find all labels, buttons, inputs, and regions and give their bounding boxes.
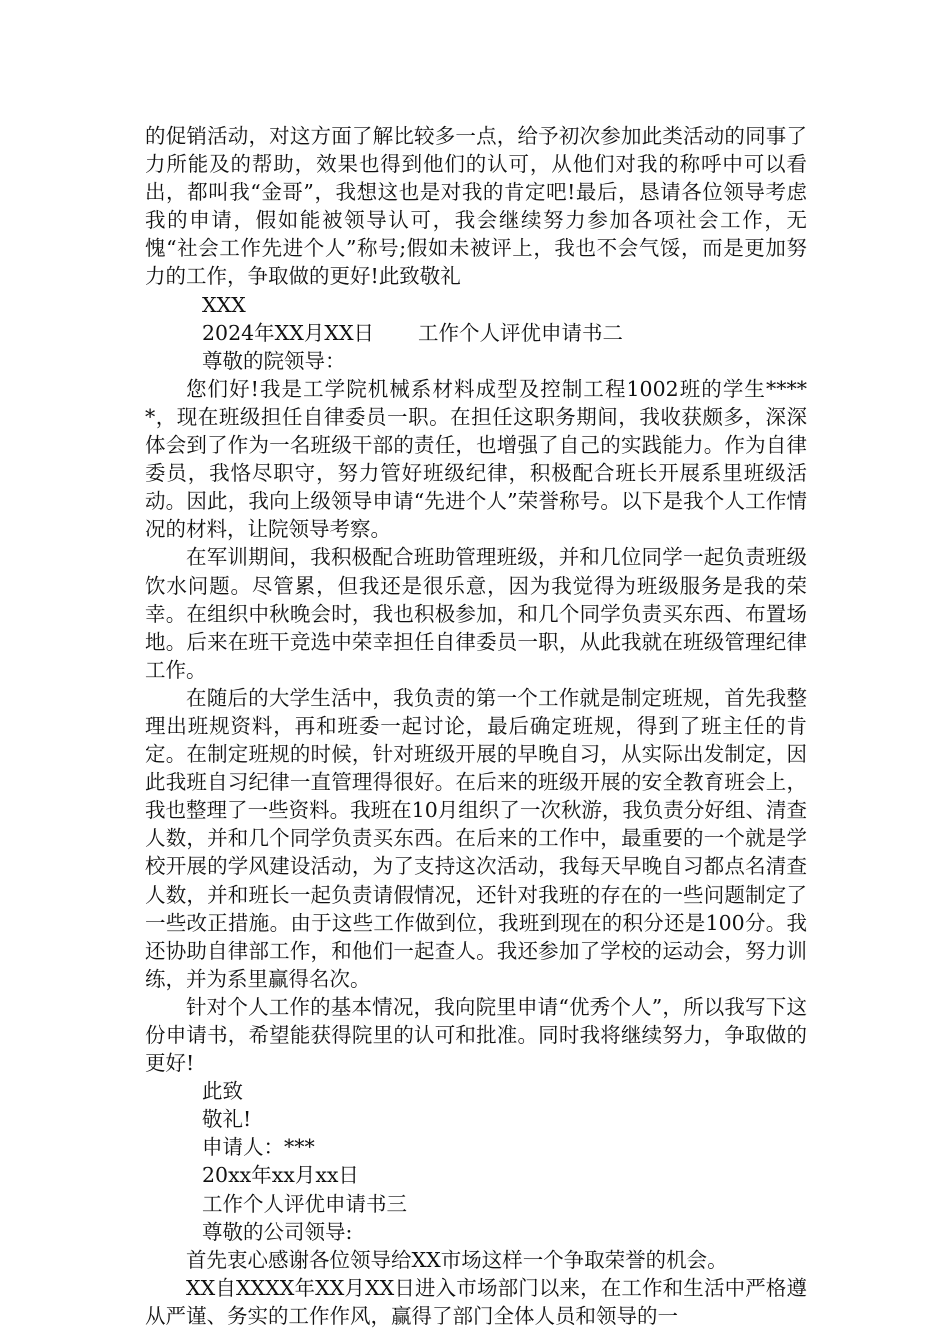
section-title-3: 工作个人评优申请书三 [201,1191,407,1216]
salutation-2: 尊敬的院领导： [201,348,346,373]
date-2: 20xx年xx月xx日 [201,1163,359,1188]
date-title-line [145,319,807,347]
paragraph-market-intro: XX自XXXX年XX月XX日进入市场部门以来，在工作和生活中严格遵从严谨、务实的工作作风，赢得了部门全体人员和领导的一 [145,1275,807,1328]
section-title-2: 工作个人评优申请书二 [418,320,624,345]
salutation-3: 尊敬的公司领导: [201,1219,353,1244]
closing-line-a: 此致 [201,1079,243,1104]
applicant-line: 申请人：*** [201,1135,315,1160]
paragraph-application-summary: 针对个人工作的基本情况，我向院里申请“优秀个人”，所以我写下这份申请书，希望能获得院里的认可和批准。同时我将继续努力，争取做的更好! [145,994,807,1076]
paragraph-intro-2: 您们好!我是工学院机械系材料成型及控制工程1002班的学生*****，现在班级担任自律委员一职。在担任这职务期间，我收获颇多，深深体会到了作为一名班级干部的责任，也增强了自己的实践能力。作为自律委员，我恪尽职守，努力管好班级纪律，积极配合班长开展系里班级活动。因此，我向上级领导申请“先进个人”荣誉称号。以下是我个人工作情况的材料，让院领导考察。 [145,376,807,542]
paragraph-college-work: 在随后的大学生活中，我负责的第一个工作就是制定班规，首先我整理出班规资料，再和班委一起讨论，最后确定班规，得到了班主任的肯定。在制定班规的时候，针对班级开展的早晚自习，从实际出发制定，因此我班自习纪律一直管理得很好。在后来的班级开展的安全教育班会上，我也整理了一些资料。我班在10月组织了一次秋游，我负责分好组、清查人数，并和几个同学负责买东西。在后来的工作中，最重要的一个就是学校开展的学风建设活动，为了支持这次活动，我每天早晚自习都点名清查人数，并和班长一起负责请假情况，还针对我班的存在的一些问题制定了一些改正措施。由于这些工作做到位，我班到现在的积分还是100分。我还协助自律部工作，和他们一起查人。我还参加了学校的运动会，努力训练，并为系里赢得名次。 [145,685,807,991]
document-body [145,122,807,1330]
signature-line-1: XXX [201,292,246,317]
closing-line-b: 敬礼! [201,1107,252,1132]
paragraph-military-training: 在军训期间，我积极配合班助管理班级，并和几位同学一起负责班级饮水问题。尽管累，但我还是很乐意，因为我觉得为班级服务是我的荣幸。在组织中秋晚会时，我也积极参加，和几个同学负责买东西、布置场地。后来在班干竞选中荣幸担任自律委员一职，从此我就在班级管理纪律工作。 [145,545,807,682]
paragraph-thanks: 首先衷心感谢各位领导给XX市场这样一个争取荣誉的机会。 [186,1247,728,1272]
date-1: 2024年XX月XX日 [201,320,375,345]
paragraph-continued: 的促销活动，对这方面了解比较多一点，给予初次参加此类活动的同事了力所能及的帮助，效果也得到他们的认可，从他们对我的称呼中可以看出，都叫我“金哥”，我想这也是对我的肯定吧!最后，恳请各位领导考虑我的申请，假如能被领导认可，我会继续努力参加各项社会工作，无愧“社会工作先进个人”称号;假如未被评上，我也不会气馁，而是更加努力的工作，争取做的更好!此致敬礼 [145,124,807,289]
